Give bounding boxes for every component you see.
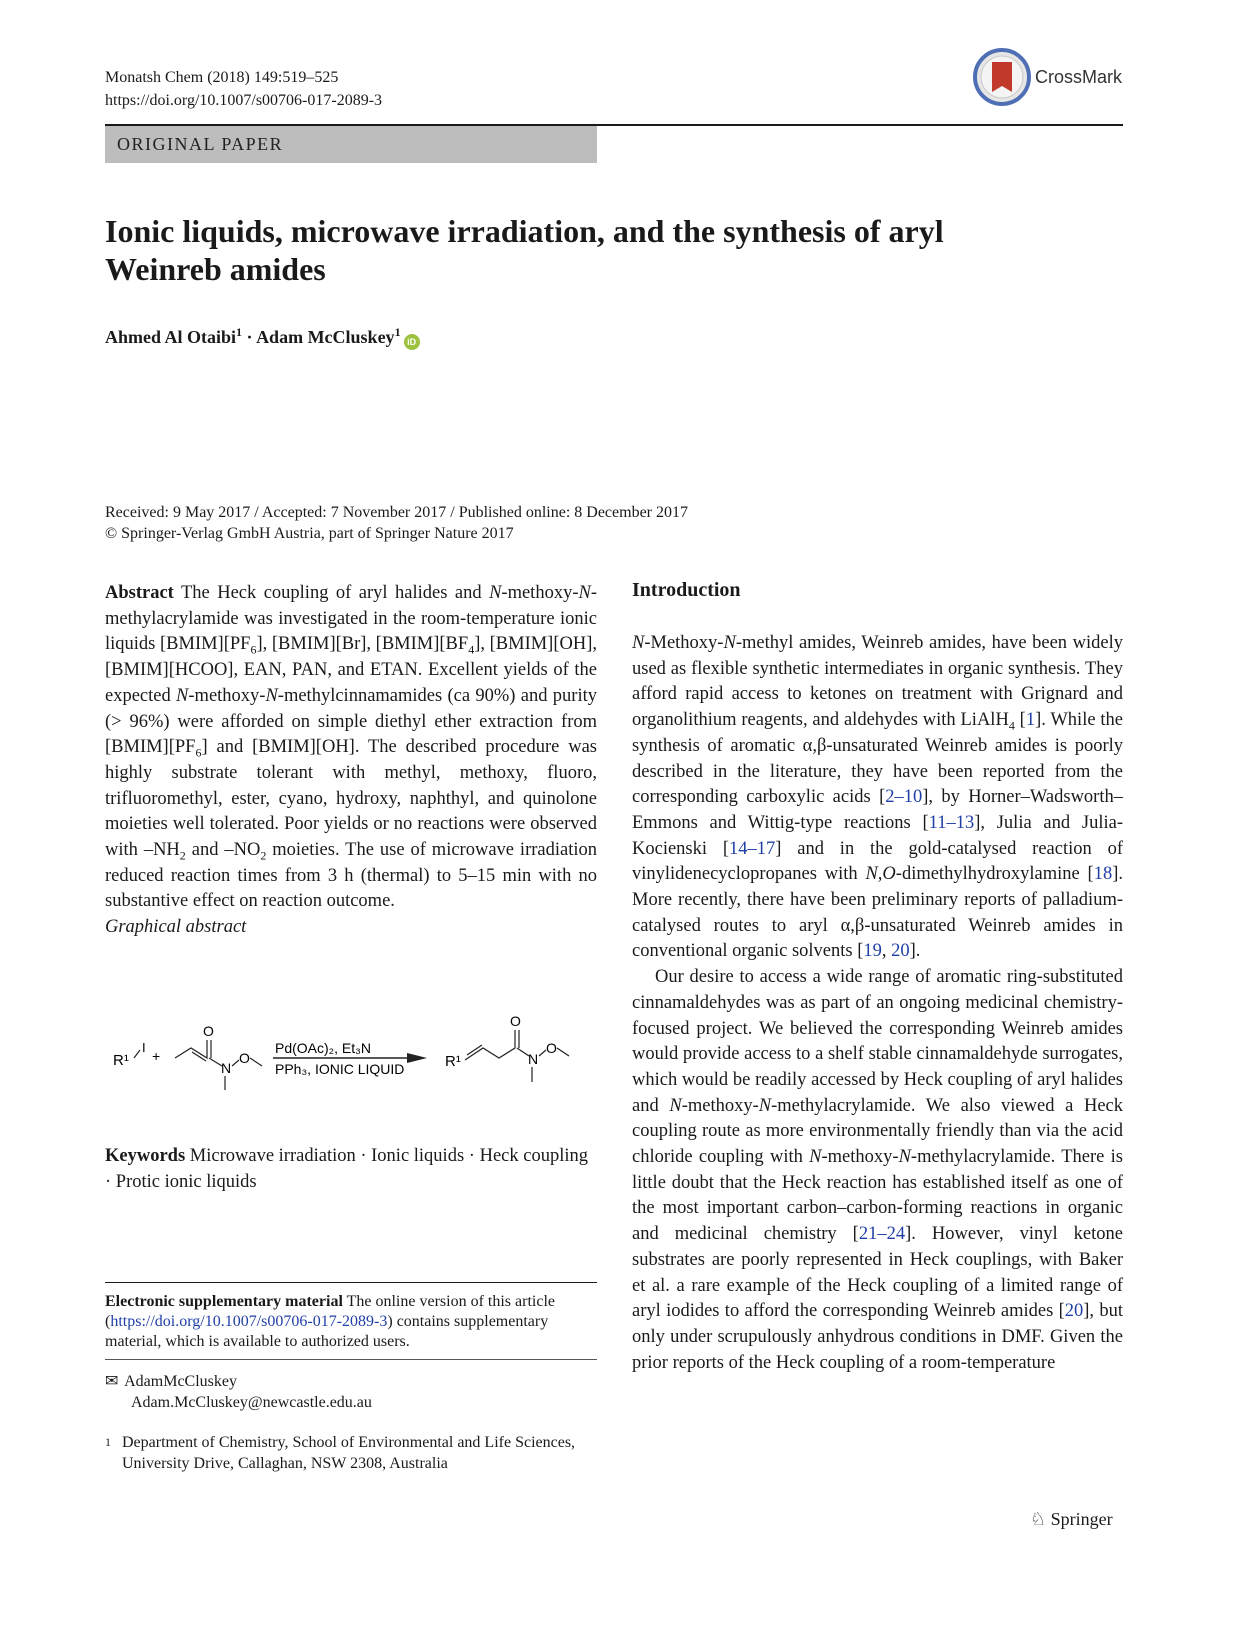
paper-title: Ionic liquids, microwave irradiation, and the synthesis of aryl Weinreb amides	[105, 213, 944, 287]
orcid-icon[interactable]: iD	[404, 334, 420, 350]
esm-label: Electronic supplementary material	[105, 1293, 343, 1310]
publisher-name: Springer	[1050, 1509, 1113, 1529]
scheme-reagents-bottom: PPh₃, IONIC LIQUID	[275, 1061, 405, 1077]
crossmark-label: CrossMark	[1035, 67, 1123, 87]
keyword: Protic ionic liquids	[115, 1172, 257, 1192]
scheme-methoxy-o-label: O	[239, 1050, 250, 1066]
crossmark-badge[interactable]	[973, 48, 1123, 110]
section-banner	[105, 126, 597, 163]
keywords-label: Keywords	[105, 1146, 186, 1166]
author-separator: ·	[246, 327, 253, 347]
graphical-abstract-scheme	[105, 1010, 597, 1100]
introduction-body: N-Methoxy-N-methyl amides, Weinreb amides, have been widely used as flexible synthetic intermediates in organic synthesis. They afford rapid access to ketones on treatment with Grignard and organolithium reagents, and aldehydes with LiAlH$_4$ [1]. While the synthesis of aromatic α,β-unsaturated Weinreb amides is poorly described in the literature, they have been reported from the corresponding carboxylic acids [2–10], by Horner–Wadsworth–Emmons and Wittig-type reactions [11–13], Julia and Julia-Kocienski [14–17] and in the gold-catalysed reaction of vinylidenecyclopropanes with N,O-dimethylhydroxylamine [18]. More recently, there have been preliminary reports of palladium-catalysed routes to aryl α,β-unsaturated Weinreb amides in conventional organic solvents [19, 20]. Our desire to access a wide range of aromatic ring-substituted cinnamaldehydes was as part of an ongoing medicinal chemistry-focused project. We believed the corresponding Weinreb amides would provide access to a shelf stable cinnamaldehyde surrogates, which would be readily accessed by Heck coupling of aryl halides and N-methoxy-N-methylacrylamide. We also viewed a Heck coupling route as more environmentally friendly than via the acid chloride coupling with N-methoxy-N-methylacrylamide. There is little doubt that the Heck reaction has established itself as one of the most important carbon–carbon-forming reactions in organic and medicinal chemistry [21–24]. However, vinyl ketone substrates are poorly represented in Heck couplings, with Baker et al. a rare example of the Heck coupling of a limited range of aryl iodides to afford the corresponding Weinreb amides [20], but only under scrupulously anhydrous conditions in DMF. Given the prior reports of the Heck coupling of a room-temperature	[632, 633, 1123, 1373]
author-list	[105, 325, 420, 350]
scheme-product-methoxy-label: O	[546, 1040, 557, 1056]
graphical-abstract-label: Graphical abstract	[105, 917, 247, 938]
scheme-nitrogen-label: N	[221, 1060, 232, 1076]
affiliation-number: 1	[105, 1435, 111, 1449]
corresponding-author	[105, 1371, 597, 1413]
scheme-plus: +	[152, 1048, 161, 1064]
received-date: Received: 9 May 2017	[105, 504, 251, 521]
keyword: Heck coupling	[479, 1146, 588, 1166]
author-name[interactable]: Ahmed Al Otaibi	[105, 327, 237, 347]
contact-name: AdamMcCluskey	[124, 1373, 237, 1390]
keyword: Microwave irradiation	[189, 1146, 356, 1166]
author-affiliation-mark: 1	[394, 325, 401, 339]
scheme-product-oxygen-label: O	[510, 1013, 521, 1029]
esm-text: The online version of this article (	[105, 1293, 555, 1330]
contact-rule	[105, 1359, 597, 1360]
scheme-r-label: R¹	[113, 1052, 129, 1069]
supplementary-note	[105, 1292, 597, 1352]
esm-text: ) contains supplementary material, which is available to authorized users.	[105, 1313, 549, 1350]
doi-link[interactable]: https://doi.org/10.1007/s00706-017-2089-3	[105, 92, 383, 109]
springer-horse-icon: ♘	[1030, 1509, 1047, 1529]
scheme-iodide-label: I	[142, 1040, 146, 1055]
scheme-oxygen-label: O	[203, 1023, 214, 1039]
mail-icon: ✉	[105, 1373, 119, 1390]
affiliation-text: Department of Chemistry, School of Environmental and Life Sciences, University Drive, Callaghan, NSW 2308, Australia	[121, 1434, 576, 1472]
abstract-label: Abstract	[105, 583, 174, 603]
journal-citation	[105, 66, 382, 112]
abstract: Abstract The Heck coupling of aryl halides and N-methoxy-N-methylacrylamide was investigated in the room-temperature ionic liquids $[BMIM][PF_6]$, [BMIM][Br], $[BMIM][BF_4]$, [BMIM][OH], [BMIM][HCOO], EAN, PAN, and ETAN. Excellent yields of the expected N-methoxy-N-methylcinnamamides (ca 90%) and purity (> 96%) were afforded on simple diethyl ether extraction from $[BMIM][PF_6]$ and [BMIM][OH]. The described procedure was highly substrate tolerant with methyl, methoxy, fluoro, trifluoromethyl, ester, cyano, hydroxy, naphthyl, and quinolone moieties well tolerated. Poor yields or no reactions were observed with $-NH_2$ and $-NO_2$ moieties. The use of microwave irradiation reduced reaction times from 3 h (thermal) to 5–15 min with no substantive effect on reaction outcome. Graphical abstract	[105, 583, 598, 938]
published-date: Published online: 8 December 2017	[458, 504, 688, 521]
author-affiliation-mark: 1	[236, 325, 243, 339]
crossmark-icon	[973, 48, 1031, 106]
section-label: ORIGINAL PAPER	[117, 134, 284, 154]
copyright-line: © Springer-Verlag GmbH Austria, part of Springer Nature 2017	[105, 525, 514, 542]
scheme-reagents-top: Pd(OAc)₂, Et₃N	[275, 1040, 371, 1056]
introduction-heading: Introduction	[632, 579, 741, 601]
scheme-product-nitrogen-label: N	[528, 1051, 539, 1067]
journal-line: Monatsh Chem (2018) 149:519–525	[105, 69, 339, 86]
accepted-date: Accepted: 7 November 2017	[261, 504, 447, 521]
esm-link[interactable]: https://doi.org/10.1007/s00706-017-2089-3	[110, 1313, 388, 1330]
affiliation	[105, 1432, 597, 1474]
publisher-logo	[1030, 1509, 1113, 1530]
footnote-rule	[105, 1282, 597, 1283]
author-name[interactable]: Adam McCluskey	[256, 327, 395, 347]
keywords: Keywords Microwave irradiation · Ionic liquids · Heck coupling · Protic ionic liquids	[105, 1146, 588, 1192]
contact-email[interactable]: Adam.McCluskey@newcastle.edu.au	[131, 1394, 372, 1411]
article-dates: Received: 9 May 2017 / Accepted: 7 November 2017 / Published online: 8 December 2017 © Springer-Verlag GmbH Austria, part of Springer Nature 2017	[105, 504, 688, 542]
keyword: Ionic liquids	[371, 1146, 465, 1166]
scheme-product-r-label: R¹	[445, 1053, 461, 1070]
